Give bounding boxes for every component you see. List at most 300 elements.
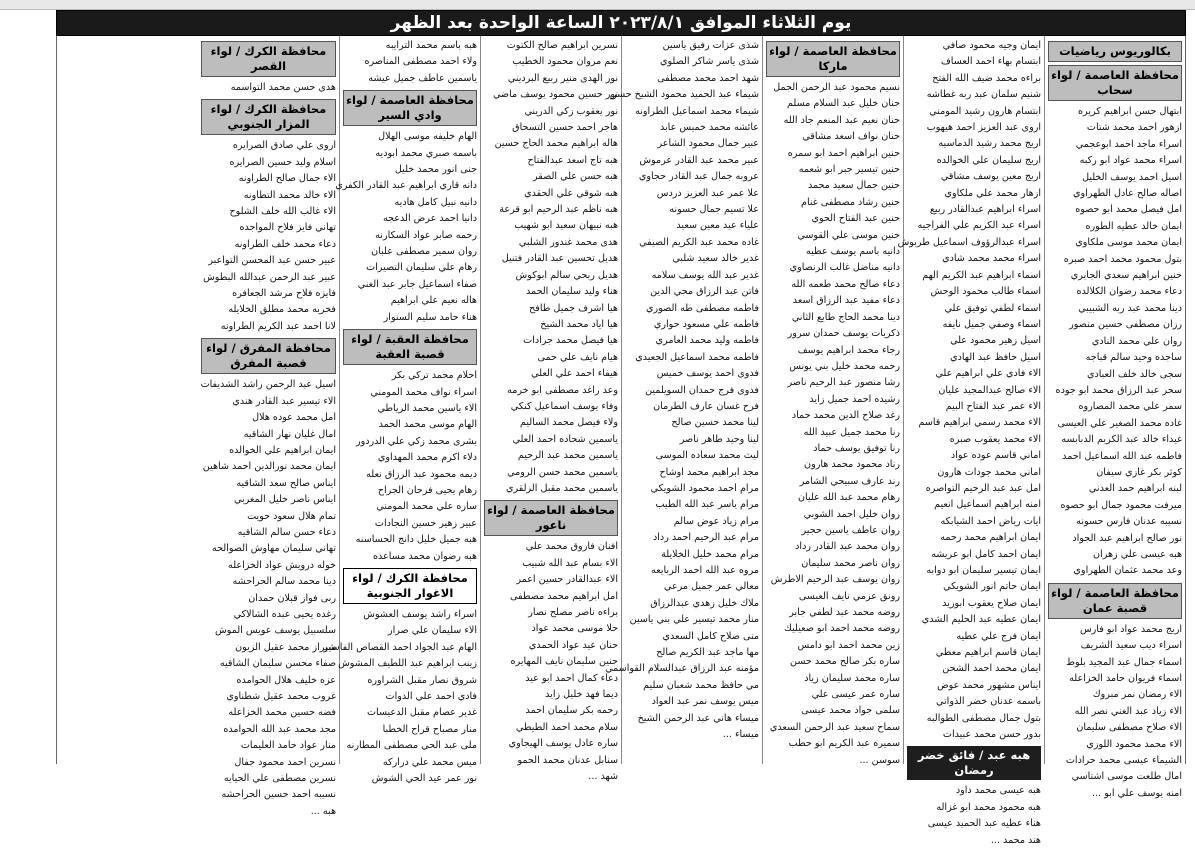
candidate-name: فاتن عبد الرزاق محي الدين	[650, 286, 759, 298]
candidate-name: امال طلعت موسى اشتاسي	[1071, 771, 1182, 783]
candidate-name: سوسن ...	[859, 754, 900, 766]
candidate-name: لينا وحيد طاهر ناصر	[679, 433, 759, 445]
candidate-name: ايمان وجيه محمود صافي	[942, 40, 1041, 51]
candidate-name: فايزه فلاح مرشد الجعافره	[232, 288, 336, 300]
candidate-name: ايمان احمد كامل ابو عريشه	[931, 548, 1041, 560]
candidate-name: ميساء هاني عبد الرحمن الشيخ	[637, 712, 759, 724]
candidate-name: الاء خالد محمد التطاونه	[243, 189, 336, 201]
candidate-name: حنين سليمان نايف المهايره	[510, 656, 618, 668]
candidate-name: مها ماجد عبد الكريم صالح	[656, 647, 759, 659]
candidate-name: نور الهدى منير ربيع البرديني	[507, 72, 618, 84]
candidate-name: اسماء لطفي توفيق علي	[944, 302, 1041, 314]
candidate-name: هيا فيصل محمد جرادات	[523, 335, 618, 347]
candidate-name: حنان عيد عواد الحمدي	[528, 639, 618, 651]
candidate-name: هبه ...	[310, 805, 336, 817]
candidate-name: كوثر بكر غازي سيفان	[1096, 466, 1182, 478]
candidate-name: هبه رضوان محمد مساعده	[372, 550, 477, 562]
candidate-name: ايناس صالح سعد الشاقيه	[236, 477, 336, 489]
candidate-name: الاء بسام عبد الله شبيب	[522, 557, 618, 569]
candidate-name: الاء جمال صالح الطراونه	[238, 173, 336, 185]
candidate-name: ملى عبد الحي مصطفى المطارنه	[346, 740, 477, 752]
candidate-name: رونق عزمي نايف العيسى	[798, 590, 900, 602]
candidate-name: رهام محمد عبد الله عليان	[798, 492, 900, 504]
candidate-name: ذكريات يوسف حمدان سرور	[787, 328, 900, 340]
candidate-name: هند محمد ...	[990, 834, 1041, 846]
candidate-name: رجاء محمد ابراهيم يوسف	[797, 344, 900, 356]
candidate-name: نسيم محمود عبد الرحمن الجمل	[773, 82, 900, 93]
candidate-name: ميس محمد علي دراركه	[382, 756, 477, 768]
candidate-name: ايمان عطيه عبد الحليم الشدي	[921, 614, 1041, 626]
candidate-name: سميره عبد الكريم ابو حطب	[788, 738, 900, 750]
candidate-name: ايمان فرج علي عطيه	[956, 630, 1041, 642]
candidate-name: ايات رياض احمد الشيابكه	[940, 515, 1041, 527]
candidate-name: باسمه صبري محمد ابوديه	[375, 147, 477, 159]
candidate-name: ميرفت محمود جمال ابو حصوه	[1060, 499, 1182, 511]
candidate-name: روضه محمد احمد ابو صعيليك	[784, 623, 900, 635]
candidate-name: صفاء محسن سليمان الشاقيه	[219, 658, 336, 670]
candidate-name: اسراء محمد عواد ابو ركبه	[1079, 155, 1182, 167]
candidate-name: الاء محمد محمود اللوزي	[1086, 738, 1182, 750]
candidate-name: عبير محمد عبد القادر عرموش	[639, 154, 759, 166]
candidate-name: الاء فادي علي ابراهيم علي	[935, 368, 1041, 380]
candidate-name: نور صالح ابراهيم عبد الجواد	[1072, 532, 1182, 544]
candidate-name: مؤمنه عبد الرزاق عبدالسلام القواسمي	[605, 663, 759, 675]
candidate-name: اسماء وصفي جميل نايفه	[942, 318, 1041, 330]
candidate-name: لبنه ابراهيم حمد العدني	[1088, 483, 1182, 495]
candidate-name: شهد ...	[588, 771, 618, 783]
candidate-name: مرام زياد عوض سالم	[673, 515, 759, 527]
candidate-name: علا عمر عبد العزيز دردس	[656, 187, 759, 199]
candidate-name: دعاء مفيد عبد الرزاق اسعد	[792, 295, 900, 307]
candidate-name: فدوى فرج حمدان السويلمين	[645, 384, 759, 396]
candidate-name: هبه محمود محمد ابو غزاله	[936, 801, 1041, 813]
top-page-strip	[0, 0, 1195, 10]
column-5	[480, 36, 621, 783]
candidate-name: باسمه عدنان خضر الذواتي	[935, 696, 1041, 708]
candidate-name: ياسمين محمد عبد الرحيم	[517, 450, 618, 462]
candidate-name: الهام موسى محمد الحمد	[378, 419, 477, 431]
candidate-name: ايمان محمد موسى ملكاوي	[1075, 237, 1182, 249]
candidate-name: فدوى احمد يوسف خميس	[656, 368, 759, 380]
candidate-name: هديل تحسين عبد القادر فتنيل	[501, 253, 618, 265]
candidate-name: شنيم سلمان عبد ربه غطاشه	[926, 89, 1041, 101]
candidate-name: روان علي محمد النادي	[1091, 335, 1182, 347]
candidate-name: رناد محمود محمد هارون	[804, 459, 900, 471]
candidate-name: احلام محمد تركي بكر	[391, 370, 477, 382]
candidate-name: هديل ربحي سالم ابوكوش	[515, 269, 618, 281]
candidate-name: الاء غالب الله خلف الشلوح	[229, 206, 336, 218]
candidate-name: هدى محمد غندور الشلبي	[518, 236, 618, 248]
column-3	[762, 36, 903, 764]
candidate-name: ياسمين محمد مقبل الزلقري	[505, 482, 618, 494]
candidate-name: ولاء احمد مصطفى المناصره	[364, 56, 477, 68]
candidate-name: هبه شوقي علي الحقدي	[524, 187, 618, 199]
section-heading: محافظة الكرك / لواء القصر	[201, 41, 336, 77]
candidate-name: حنين تيسير جبر ابو شعمه	[798, 164, 900, 176]
candidate-name: هاله نعيم علي ابراهيم	[390, 295, 477, 307]
candidate-name: نعم مروان محمود الخطيب	[512, 56, 618, 68]
candidate-name: هيام نايف علي حمى	[537, 351, 618, 363]
candidate-name: الاء محمد رسمي ابراهيم قاسم	[918, 417, 1041, 429]
candidate-name: حنين رشاد مصطفى غنام	[801, 196, 900, 208]
candidate-name: فاطمه مصطفى طه الصوري	[646, 302, 759, 314]
candidate-name: رشا منصور عبد الرحيم ناصر	[787, 377, 900, 389]
candidate-name: اريج محمد رشيد الدماسيه	[938, 138, 1041, 150]
candidate-name: اسيل حافظ عبد الهادي	[950, 351, 1041, 363]
candidate-name: اسراء راشد يوسف العشوش	[363, 608, 477, 620]
candidate-name: هبه تاج اسعد عبدالفتاح	[527, 154, 618, 166]
section-heading: محافظة الكرك / لواء المزار الجنوبي	[201, 99, 336, 135]
candidate-name: اسراء عبدالرؤوف اسماعيل طربوش	[897, 236, 1041, 248]
candidate-name: ملاك خليل زهدي عبدالرزاق	[650, 597, 759, 609]
candidate-name: تمام هلال سعود حويت	[247, 510, 336, 522]
candidate-name: ليث محمد سعاده الموسى	[655, 450, 759, 462]
candidate-name: خوله درويش عواد الخزاعله	[228, 559, 336, 571]
candidate-name: هاجر احمد حسين التسحاق	[512, 122, 618, 134]
candidate-name: روان ناصر محمد سليمان	[801, 557, 900, 569]
candidate-name: اسراء نواف محمد المومني	[370, 386, 477, 398]
candidate-name: رزان مصطفى حسين منصور	[1069, 319, 1182, 331]
candidate-name: بشرى محمد زكي علي الدردور	[355, 435, 477, 447]
candidate-name: الشيماء عيسى محمد حرادات	[1065, 755, 1182, 767]
candidate-name: معالي عمر جميل مرعي	[663, 581, 759, 593]
candidate-name: هدى حسن محمد التواسمه	[230, 82, 336, 93]
candidate-name: ساره عمر عيسى علي	[811, 689, 900, 701]
candidate-name: ساره بكر صالح محمد حسن	[790, 656, 900, 668]
candidate-name: منار محمد تيسير علي بني ياسين	[629, 614, 759, 626]
candidate-name: وعد محمد عثمان الطهراوي	[1073, 565, 1182, 577]
candidate-name: مروه عبد الله احمد الربايعه	[651, 565, 759, 576]
candidate-name: مجد محمد عبد الله الحوامده	[223, 723, 336, 735]
candidate-name: هناء وليد سليمان الحمد	[525, 286, 618, 298]
candidate-name: عبير حسن عبد المحسن التواعبر	[208, 255, 336, 267]
candidate-name: غاده محمد الصغير علي العيسى	[1057, 417, 1182, 429]
candidate-name: ازهار محمد علي ملكاوي	[944, 187, 1041, 199]
candidate-name: دعاء صالح محمد طعمه الله	[791, 278, 900, 290]
candidate-name: هاله ابراهيم محمد الحاج حسين	[494, 138, 618, 150]
candidate-name: شيراز محمد عقيل الزيون	[235, 641, 336, 653]
candidate-name: رهام علي سليمان التصيرات	[366, 262, 477, 274]
candidate-name: ايمان محمد نورالدين احمد شاهين	[202, 461, 336, 473]
candidate-name: حنين عبد الفتاح الحوي	[811, 213, 900, 225]
candidate-name: عروبه جمال عبد القادر حجاوي	[638, 171, 759, 183]
candidate-name: رحمه بكر سليمان احمد	[525, 705, 618, 717]
candidate-name: نسيبه عدنان فارس حسونه	[1076, 516, 1182, 528]
candidate-name: اسماء جمال عبد المجيد بلوط	[1066, 656, 1182, 668]
candidate-name: هبه عيسى علي زهران	[1092, 548, 1182, 560]
candidate-name: اسراء ابراهيم عبدالقادر ربيع	[929, 204, 1041, 216]
candidate-name: ياسمين محمد حسن الرومي	[507, 466, 618, 478]
candidate-name: ياسمين عاطف جميل عيشه	[368, 72, 477, 84]
section-heading: محافظة العاصمة / لواء سحاب	[1048, 65, 1182, 101]
candidate-name: ازهور احمد محمد شتات	[1086, 122, 1182, 134]
candidate-name: نسيبه احمد حسين الحراحشه	[221, 789, 336, 801]
candidate-name: حنين ابراهيم احمد ابو سمره	[787, 147, 900, 159]
candidate-name: نور عمر عيد الحي الشوش	[371, 773, 477, 785]
candidate-name: مرام ياسر عبد الله الطيب	[655, 499, 759, 511]
candidate-name: سلسبيل يوسف عويس الموش	[215, 625, 336, 637]
candidate-name: هناء حامد سليم السنوار	[383, 311, 477, 323]
candidate-name: فاطمه محمد اسماعيل الجعيدي	[635, 351, 759, 363]
candidate-name: اسيل زهير محمود علي	[950, 335, 1041, 347]
candidate-name: اريج سليمان علي الخوالده	[936, 154, 1041, 166]
candidate-name: عبير زهير حسين النجادات	[374, 517, 477, 529]
candidate-name: دعاء حسن سالم الشاقيه	[237, 526, 336, 538]
section-heading: محافظة العاصمة / لواء ناعور	[484, 500, 618, 536]
candidate-name: شذى عزات رفيق ياسين	[662, 40, 759, 51]
candidate-name: سمر علي محمد المصاروه	[1078, 401, 1182, 413]
candidate-name: نسرين احمد محمود جفال	[234, 756, 336, 768]
candidate-name: منار عواد حامد العليمات	[240, 740, 336, 752]
candidate-name: ساره محمد سليمان زياد	[804, 672, 900, 684]
candidate-name: مرام محمد خليل الخلايلة	[661, 548, 759, 560]
candidate-name: ايناس مشهور محمد عوض	[937, 679, 1041, 691]
candidate-name: رهام يحيى فرحان الجراح	[377, 484, 477, 496]
section-heading: محافظة العاصمة / لواء وادي السير	[343, 90, 477, 126]
candidate-name: تهاني سليمان مهاوش الصوالحه	[211, 543, 336, 555]
candidate-name: اسيل احمد يوسف الخليل	[1082, 171, 1182, 183]
candidate-name: علا تسيم جمال حسونه	[669, 204, 759, 216]
candidate-name: هيا اشرف جميل طافح	[529, 302, 618, 314]
candidate-name: هبه حسن علي الصقر	[533, 171, 618, 183]
date-time-banner: يوم الثلاثاء الموافق ٢٠٢٣/٨/١ الساعة الواحدة بعد الظهر	[56, 10, 1186, 36]
candidate-name: اروى علي صادق الصرايره	[232, 140, 336, 152]
candidate-name: اصاله صالح عادل الطهراوي	[1072, 188, 1182, 200]
candidate-name: مي حافظ محمد شعبان سليم	[643, 679, 759, 691]
candidate-name: لانا احمد عبد الكريم الطراونه	[220, 320, 336, 332]
candidate-name: دعاء كمال احمد ابو عيد	[525, 672, 618, 684]
candidate-name: دانه قاري ابراهيم عبد القادر الكفري	[335, 180, 477, 192]
candidate-name: اسلام وليد حسين الصرايره	[229, 156, 336, 168]
candidate-name: امل محمد عوده هلال	[252, 412, 336, 424]
candidate-name: هيا اياد محمد الشيخ	[540, 318, 618, 330]
candidate-name: رحمه صابر عواد السكارنه	[375, 229, 477, 241]
candidate-name: ميس يوسف نمر عبد العواد	[651, 696, 759, 708]
candidate-name: حنان خليل عبد السلام مسلم	[787, 98, 900, 110]
candidate-name: بتول محمود محمد احمد صبره	[1063, 253, 1182, 265]
candidate-name: ديمه محمود عبد الرزاق نعله	[366, 468, 477, 480]
candidate-name: فخريه محمد مطلق الخلايله	[228, 304, 336, 316]
candidate-name: ابتسام هارون رشيد المومني	[929, 105, 1041, 117]
candidate-name: هبه عيسى محمد داود	[955, 785, 1041, 797]
candidate-name: الاء ياسين محمد الرياطي	[377, 402, 477, 414]
candidate-name: منى صلاح كامل السعدي	[662, 630, 759, 642]
candidate-name: حلا موسى محمد عواد	[531, 623, 618, 635]
candidate-name: رغد صلاح الدين محمد حماد	[791, 410, 900, 422]
candidate-name: اسراء ديب سعيد الشريف	[1080, 640, 1182, 652]
candidate-name: سلمى جواد محمد عيسى	[801, 705, 900, 717]
candidate-name: غاده محمد عبد الكريم الصيفي	[639, 236, 759, 248]
candidate-name: اسراء محمد محمد شادي	[942, 253, 1041, 265]
candidate-name: نور يعقوب زكي الدريني	[524, 105, 618, 117]
column-2	[897, 36, 1044, 846]
candidate-name: روضه محمد عبد لطفي جابر	[789, 607, 900, 618]
candidate-name: اروى عبد العزيز احمد هيهوب	[926, 122, 1041, 134]
candidate-name: الاء محمد يعقوب صبره	[949, 433, 1041, 445]
candidate-name: شيماء محمد اسماعيل الطراونه	[635, 105, 759, 117]
candidate-name: علياء عيد معين سعيد	[676, 220, 759, 232]
candidate-name: فرح غسان عارف الطرمان	[653, 400, 759, 412]
candidate-name: اسراء ماجد احمد ابوعجمي	[1075, 138, 1182, 150]
candidate-name: رحمه محمد خليل بني يونس	[789, 360, 900, 372]
candidate-name: هبه نبيهان سعيد ابو شهيب	[514, 220, 618, 232]
candidate-name: الهام عبد الجواد احمد القصاص الفاسير	[323, 641, 477, 653]
candidate-name: لينا محمد حسين صالح	[671, 417, 759, 429]
column-4	[605, 36, 762, 764]
candidate-name: سماح سعيد عبد الرحمن السعدي	[769, 721, 900, 733]
candidate-name: اماني محمد جودات هارون	[937, 466, 1041, 478]
candidate-name: الاء صلاح مصطفى سليمان	[1076, 722, 1182, 734]
candidate-name: اسيل عبد الرحمن راشد الشديفات	[200, 379, 336, 391]
candidate-name: ساجده وحيد سالم قباجه	[1085, 352, 1182, 364]
candidate-name: غدير عصام مقبل الدعيسات	[367, 707, 477, 719]
candidate-name: رنا محمد جميل عبيد الله	[803, 426, 900, 438]
candidate-name: ابتسام بهاء احمد العساف	[940, 56, 1041, 68]
candidate-name: وعد راغد مصطفى ابو خرمه	[507, 384, 618, 396]
name-list-columns	[56, 36, 1186, 846]
candidate-name: حنين موسى علي القوسي	[797, 229, 900, 241]
candidate-name: اماني قاسم عوده عواد	[950, 450, 1041, 462]
candidate-name: حنين ابراهيم سعدي الجابري	[1070, 270, 1182, 282]
candidate-name: ايمان حاتم انور الشويكي	[943, 581, 1041, 593]
section-heading: محافظة العقبة / لواء قصبة العقبة	[343, 329, 477, 365]
candidate-name: ايمان ابراهيم علي الخوالده	[229, 444, 336, 456]
candidate-name: ايمان تيسير سليمان ابو دوابه	[926, 565, 1041, 576]
candidate-name: شهد احمد محمد مصطفى	[657, 72, 759, 84]
candidate-name: غدير خالد سعيد شلبي	[672, 253, 759, 265]
candidate-name: سلام محمد احمد الطيطي	[515, 721, 618, 733]
candidate-name: الاء صالح عبدالمجيد عليان	[938, 384, 1041, 396]
candidate-name: ولاء فيصل محمد الساليم	[519, 417, 618, 429]
candidate-name: هبه باسم محمد الترايبه	[385, 40, 477, 51]
candidate-name: منار مصباح قراح الخطبا	[382, 723, 477, 735]
candidate-name: امل عبد عبد الرحيم التواصره	[925, 482, 1041, 494]
candidate-name: امل ابراهيم محمد مصطفى	[510, 590, 618, 602]
candidate-name: دلاء اكرم محمد المهداوي	[377, 452, 477, 464]
candidate-name: صفاء اسماعيل جابر عبد الغني	[357, 278, 477, 290]
candidate-name: نسرين مصطفى علي الحيايه	[223, 773, 336, 785]
candidate-name: فضه حسين محمد الخزاعله	[228, 707, 336, 719]
candidate-name: ساره علي محمد المومني	[376, 501, 477, 513]
candidate-name: روان سمير مصطفى علبان	[371, 246, 477, 258]
candidate-name: الاء تيسير عبد القادر هندي	[232, 395, 336, 407]
candidate-name: دانيا احمد عرض الدعجه	[382, 213, 477, 225]
candidate-name: حنان نواف اسعد مشاقي	[802, 131, 900, 143]
candidate-name: غيداء خالد عبد الكريم الدبابسه	[1061, 434, 1182, 446]
candidate-name: سجى خالد خلف العبادي	[1086, 368, 1182, 380]
candidate-name: فاطمه عبد الله اسماعيل احمد	[1062, 450, 1182, 462]
candidate-name: امنه يوسف علي ابو ...	[1092, 787, 1182, 799]
candidate-name: ربى فواز قبلان حمدان	[248, 592, 336, 604]
candidate-name: ديما فهد خليل زايد	[545, 689, 618, 701]
candidate-name: دعاء محمد خلف الطراونه	[234, 238, 336, 250]
candidate-name: حنان نعيم عبد المنعم جاد الله	[783, 114, 900, 126]
candidate-name: اسماء طالب محمود الوحش	[930, 286, 1041, 298]
candidate-name: الاء عمر عبد الفتاح البيم	[945, 400, 1041, 412]
candidate-name: ايناس ناصر خليل المغربي	[233, 494, 336, 506]
candidate-name: ايمان محمد احمد الشحن	[942, 663, 1041, 675]
candidate-name: نسرين ابراهيم صالح الكتوت	[506, 40, 618, 51]
candidate-name: هبه جميل خليل دانج الحساسنه	[355, 534, 477, 546]
candidate-name: ايمان صلاح يعقوب ابوزيد	[942, 597, 1041, 609]
candidate-name: عبير عبد الرحمن عبدالله البطوش	[203, 271, 336, 283]
candidate-name: اسماء ابراهيم عبد الكريم الهم	[922, 269, 1041, 281]
candidate-name: غدير عبد الله يوسف سلامه	[651, 269, 759, 281]
candidate-name: رغده يحيى عبده الشالاكي	[233, 608, 336, 620]
candidate-name: فادي احمد علي الدوات	[385, 691, 477, 702]
section-heading: محافظة العاصمة / لواء قصبة عمان	[1048, 583, 1182, 619]
candidate-name: بدور حسن محمد عبيدات	[942, 729, 1041, 741]
candidate-name: فاطمه علي مسعود حواري	[653, 318, 759, 330]
candidate-name: عبير جمال محمود الشاعر	[657, 138, 759, 150]
candidate-name: اريج محمد عواد ابو فارس	[1079, 623, 1182, 635]
candidate-name: افنان فاروق محمد علي	[525, 541, 618, 553]
candidate-name: شيماء عبد الحميد محمود الشيخ حسن	[609, 89, 759, 101]
candidate-name: ميساء ...	[722, 729, 759, 741]
candidate-name: عزه خليف هلال الحوامده	[236, 674, 336, 686]
candidate-name: وفاء يوسف اسماعيل كنكي	[510, 400, 618, 412]
candidate-name: مجد ابراهيم محمد اوشاح	[659, 466, 759, 478]
candidate-name: روان خليل احمد الشوبي	[803, 508, 900, 520]
candidate-name: زينب ابراهيم عبد اللطيف المشوش	[338, 658, 477, 670]
candidate-name: روان يوسف عبد الرحيم الاطرش	[770, 574, 900, 586]
candidate-name: روان محمد عبد القادر رداد	[795, 541, 900, 553]
candidate-name: الاء رمضان نمر مبروك	[1092, 689, 1182, 701]
candidate-name: دينا محمد سالم الحراحشه	[232, 576, 336, 588]
candidate-name: ايمان ابراهيم محمد رحمه	[940, 532, 1041, 544]
candidate-name: ايمان خالد عطيه الطوره	[1085, 220, 1182, 232]
candidate-name: دينا محمد عبد ربه الشبيبي	[1078, 302, 1182, 314]
candidate-name: مرام احمد محمود الشويكي	[650, 482, 759, 494]
candidate-name: اسماء فريوان حامد الخزاعله	[1069, 673, 1182, 684]
candidate-name: امنه ابراهيم اسماعيل انعيم	[934, 499, 1041, 511]
section-heading: محافظة الكرك / لواء الاغوار الجنوبية	[343, 568, 477, 604]
candidate-name: بتول جمال مصطفى الطوالبه	[926, 712, 1041, 724]
candidate-name: دينا محمد الحاج طايع الثاني	[791, 311, 900, 323]
candidate-name: هبه ناظم عبد الرحيم ابو قرعة	[499, 204, 618, 216]
section-heading: محافظة المفرق / لواء قصبة المفرق	[201, 338, 336, 374]
candidate-name: زين محمد احمد ابو دامس	[797, 639, 900, 651]
candidate-name: رشيده احمد جميل زايد	[809, 393, 900, 405]
candidate-name: ابتهال حسن ابراهيم كريره	[1078, 106, 1182, 117]
candidate-name: براءه ناصر مصلح نصار	[528, 607, 618, 618]
candidate-name: مرام عبد الرحيم احمد رداد	[652, 532, 759, 544]
candidate-name: سنابل عدنان محمد الحمو	[517, 754, 618, 766]
candidate-name: براءه محمد ضيف الله الفتح	[932, 72, 1041, 84]
candidate-name: ساره عادل يوسف الهيجاوي	[508, 738, 618, 750]
candidate-name: ايمان قاسم ابراهيم معطي	[935, 647, 1041, 659]
candidate-name: الاء عبدالقادر حسين اعمر	[516, 574, 618, 586]
candidate-name: رنا توفيق يوسف حماد	[813, 442, 900, 454]
candidate-name: نور حسين محمود يوسف ماضي	[492, 89, 618, 101]
candidate-name: اريج معين يوسف مشاقي	[940, 171, 1041, 183]
candidate-name: تهاني فايز فلاح المواجده	[239, 222, 336, 234]
candidate-name: جنى انور محمد خليل	[394, 164, 477, 176]
candidate-name: سحر عبد الرزاق محمد ابو جوده	[1055, 384, 1182, 396]
candidate-name: اسراء عبد الكريم علي الفراجيه	[917, 220, 1041, 232]
candidate-name: دانيه باسم يوسف عطيه	[805, 246, 900, 258]
candidate-name: حنين جمال سعيد محمد	[807, 180, 900, 192]
candidate-name: فاطمه وليد محمد العامري	[655, 335, 759, 347]
column-7	[198, 36, 339, 817]
candidate-name: الهام خليفه موسى الهلال	[378, 131, 477, 143]
candidate-name: غروب محمد عقيل شطناوي	[226, 691, 336, 702]
candidate-name: رند عارف سبيحي الشامر	[799, 475, 900, 487]
candidate-name: ياسمين شحاده احمد العلي	[512, 433, 618, 445]
candidate-name: شذى ياسر شاكر الصلوي	[659, 56, 759, 68]
candidate-name: الاء سليمان علي صرار	[387, 625, 477, 637]
candidate-name: هناء عطيه عبد الحميد عيسى	[927, 818, 1041, 830]
